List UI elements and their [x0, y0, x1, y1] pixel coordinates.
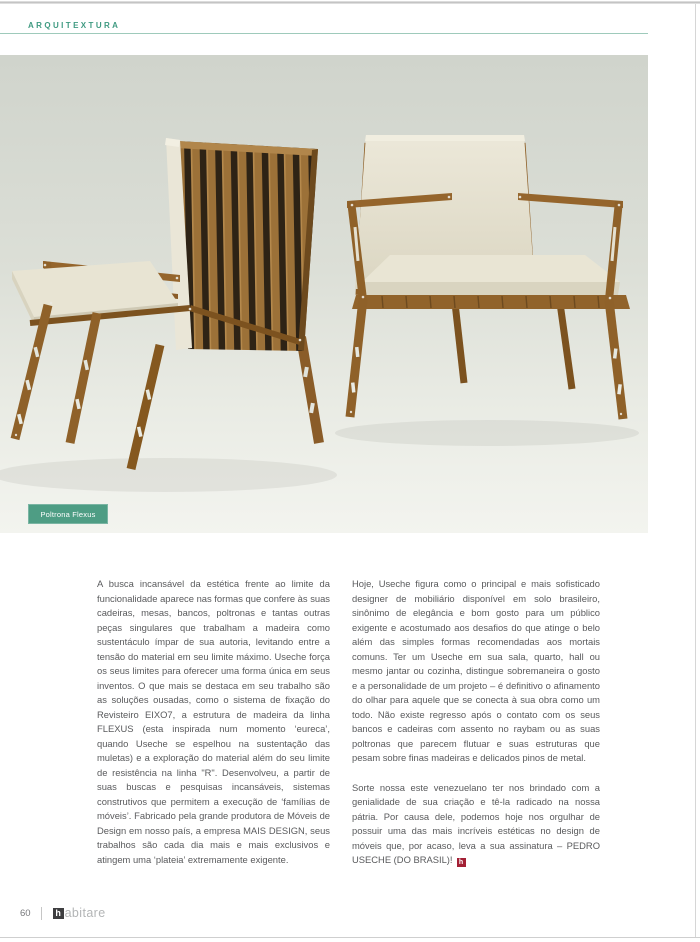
paragraph	[352, 781, 600, 868]
article-body	[97, 577, 600, 868]
habitare-logo-text: abitare	[64, 906, 106, 920]
footer-divider	[41, 907, 42, 920]
article-column-left	[97, 577, 330, 868]
page-footer	[20, 905, 106, 921]
paragraph-text: Sorte nossa este venezuelano ter nos brindado com a genialidade de sua criação e tê-la radicado na nossa pátria. Por causa dele, podemos hoje nos orgulhar de possuir uma das mais incríveis estéticas no design de móveis que, por acaso, leva a sua assinatura – PEDRO USECHE (DO BRASIL)!	[352, 781, 600, 865]
right-chair-seat-cushion	[362, 255, 620, 282]
header-rule	[0, 33, 648, 34]
flexus-chairs-illustration	[0, 55, 648, 533]
photo-caption-badge: Poltrona Flexus	[28, 504, 108, 524]
habitare-logo	[53, 906, 106, 920]
seat-rail	[352, 295, 630, 309]
article-column-right	[352, 577, 600, 868]
page-bottom-edge	[0, 937, 700, 938]
page-top-edge	[0, 1, 700, 4]
slatted-backrest	[177, 141, 318, 351]
habitare-logo-mark-icon: h	[53, 908, 64, 919]
section-label: ARQUITEXTURA	[28, 21, 121, 30]
paragraph: Hoje, Useche figura como o principal e mais sofisticado designer de mobiliário disponível em solo brasileiro, sinônimo de elegância e bom gosto para um público exigente e acostumado aos desafios do que atinge o belo além das simples formas recomendadas aos mortais comuns. Ter um Useche em sua sala, quarto, hall ou mesmo jantar ou cozinha, distingue sobremaneira o gosto e a personalidade de um projeto – é definitivo o afinamento do olhar para aquele que se conecta à sua obra como um todo. Não existe regresso após o contato com os seus bancos e cadeiras com assento no raybam ou as suas poltronas que parecem flutuar e suas estruturas que pesam sobre finas madeiras e delicados pinos de metal.	[352, 578, 600, 763]
left-chair-shadow	[0, 458, 337, 492]
end-of-article-mark-icon: h	[457, 858, 466, 867]
paragraph: A busca incansável da estética frente ao limite da funcionalidade aparece nas formas que confere às suas cadeiras, mesas, bancos, poltronas e tantas outras peças singulares que trabalham a madeira como sustentáculo ímpar de sua autoria, levitando entre a tensão do material em seu limite máximo. Useche força os seus limites para oferecer uma forma única em seus inventos. O que mais se destaca em seu trabalho são as soluções ousadas, como o sistema de fixação do Revisteiro EIXO7, a estrutura de madeira da linha FLEXUS (esta inspirada num momento ‘eureca’, quando Useche se espelhou na sustentação das muletas) e a exploração do material além do seu limite de resistência na linha "R". Desenvolveu, a partir de suas buscas e pesquisas incansáveis, sistemas construtivos que permitem a execução de ‘famílias de móveis’. Fabricado pela grande produtora de Móveis de Design em nosso país, a empresa MAIS DESIGN, seus trabalhos são cada dia mais e mais exclusivos e atingem uma ‘plateia’ extremamente exigente.	[97, 578, 330, 865]
page-number: 60	[20, 907, 31, 919]
right-chair-shadow	[335, 420, 639, 446]
chairs-photo	[0, 55, 648, 533]
page-right-edge	[695, 4, 696, 938]
